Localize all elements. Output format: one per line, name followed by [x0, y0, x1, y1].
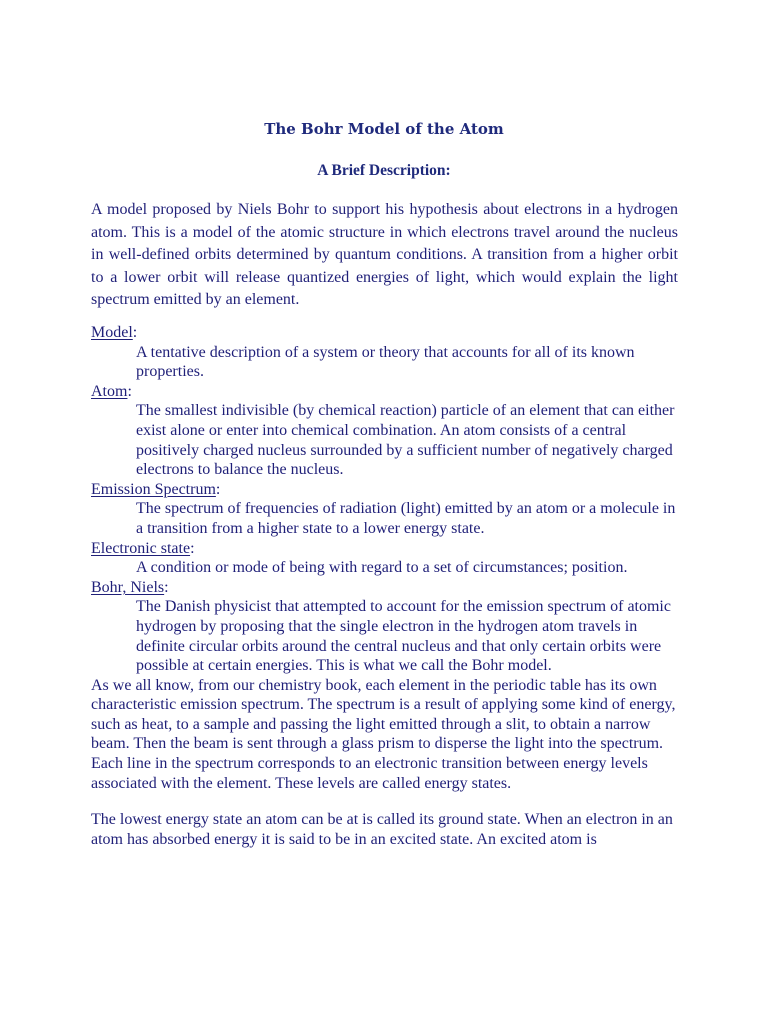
- definition-text: The smallest indivisible (by chemical reaction) particle of an element that can either exist alone or enter into chemical combination. An atom consists of a central positively charged nucleus surrounded by a sufficient number of negatively charged electrons to balance the nucleus.: [136, 402, 675, 479]
- term-colon: :: [190, 539, 195, 557]
- term-label-emission-spectrum: Emission Spectrum: [91, 480, 216, 498]
- definition-text: The Danish physicist that attempted to account for the emission spectrum of atomic hydrogen by proposing that the single electron in the hydrogen atom travels in definite circular orbits around the central nucleus and that only certain orbits were possible at certain energies. This is what we call the Bohr model.: [136, 598, 671, 675]
- document-title: The Bohr Model of the Atom: [264, 120, 504, 138]
- intro-paragraph: A model proposed by Niels Bohr to support his hypothesis about electrons in a hydrogen atom. This is a model of the atomic structure in which electrons travel around the nucleus in well-defined orbits determined by quantum conditions. A transition from a higher orbit to a lower orbit will release quantized energies of light, which would explain the light spectrum emitted by an element.: [91, 201, 678, 308]
- definition-text: A condition or mode of being with regard to a set of circumstances; position.: [136, 559, 628, 577]
- definition-term: [91, 382, 681, 402]
- definition-text: A tentative description of a system or theory that accounts for all of its known properties.: [136, 343, 635, 381]
- term-colon: :: [127, 382, 132, 400]
- term-colon: :: [164, 578, 169, 596]
- definition-text: The spectrum of frequencies of radiation (light) emitted by an atom or a molecule in a transition from a higher state to a lower energy state.: [136, 500, 676, 537]
- term-colon: :: [132, 324, 138, 341]
- definition-term: [91, 480, 681, 500]
- term-label-atom: Atom: [91, 382, 128, 400]
- body-paragraph: As we all know, from our chemistry book, each element in the periodic table has its own characteristic emission spectrum. The spectrum is a result of applying some kind of energy, such as heat, to a sample and passing the light emitted through a slit, to obtain a narrow beam. Then the beam is sent through a glass prism to disperse the light into the spectrum. Each line in the spectrum corresponds to an electronic transition between energy levels associated with the element. These levels are called energy states.: [91, 676, 676, 792]
- term-label-bohr-niels: Bohr, Niels: [91, 578, 165, 596]
- paragraph-spacer: [91, 793, 681, 810]
- document-subtitle: A Brief Description:: [317, 162, 451, 179]
- term-label-electronic-state: Electronic state: [91, 539, 191, 557]
- term-colon: :: [215, 480, 221, 498]
- definition-term: [91, 578, 681, 598]
- definition-term: [91, 539, 681, 559]
- definition-term: [91, 323, 681, 343]
- definitions-section: [91, 323, 681, 849]
- body-paragraph: The lowest energy state an atom can be at is called its ground state. When an electron in an atom has absorbed energy it is said to be in an excited state. An excited atom is: [91, 811, 673, 848]
- term-label-model: Model: [91, 324, 133, 341]
